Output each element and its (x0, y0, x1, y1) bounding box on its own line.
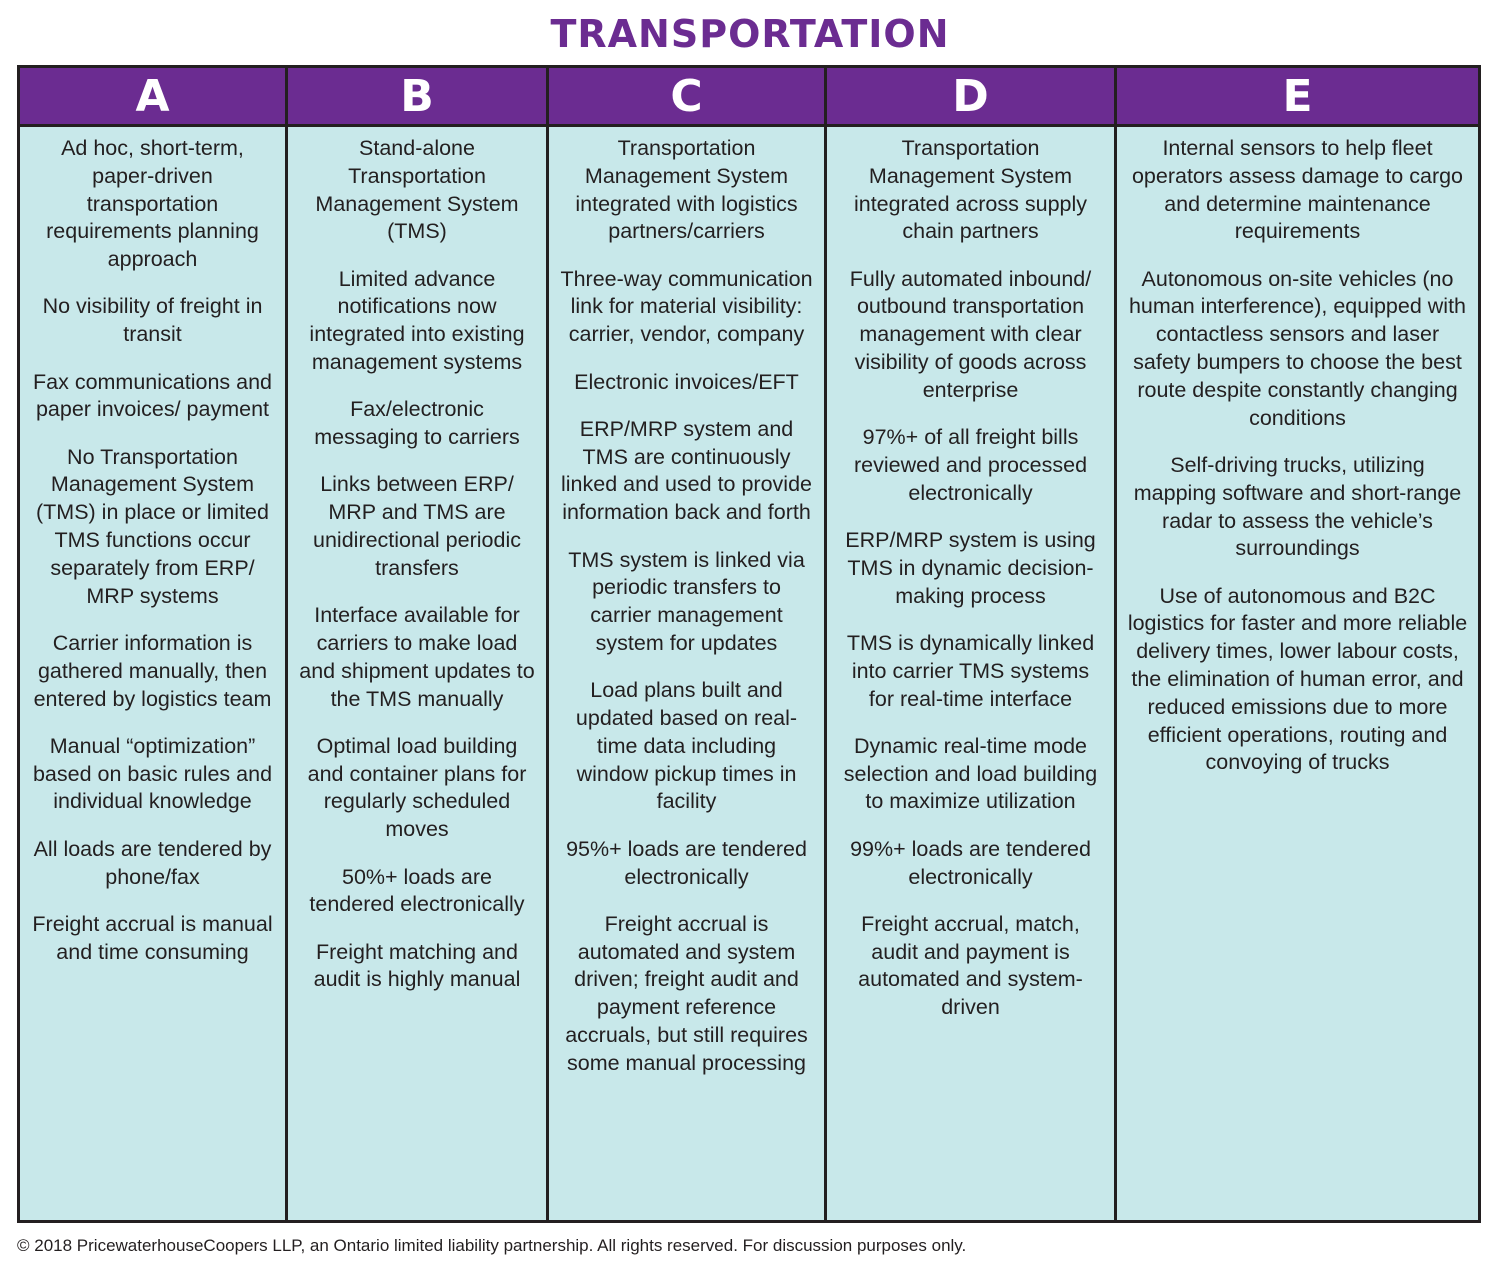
list-item: Fully automated inbound/ outbound transportation management with clear visibility of goods across enterprise (849, 266, 1092, 402)
list-item: Dynamic real-time mode selection and load building to maximize utilization (843, 733, 1098, 814)
list-item: Ad hoc, short-term, paper-driven transportation requirements planning approach (46, 136, 259, 272)
list-item: 95%+ loads are tendered electronically (566, 836, 807, 889)
list-item: Load plans built and updated based on real-time data including window pickup times in facility (575, 678, 798, 814)
column-header-b: B (288, 68, 546, 127)
column-c (546, 68, 824, 1220)
column-body-b (288, 127, 546, 1220)
list-item: No Transportation Management System (TMS) in place or limited TMS functions occur separately from ERP/ MRP systems (36, 444, 269, 608)
list-item: ERP/MRP system is using TMS in dynamic decision-making process (845, 528, 1096, 608)
list-item: Electronic invoices/EFT (574, 369, 799, 394)
list-item: All loads are tendered by phone/fax (33, 836, 272, 889)
list-item: Optimal load building and container plans for regularly scheduled moves (307, 733, 527, 842)
list-item: Fax/electronic messaging to carriers (314, 397, 520, 450)
list-item: Links between ERP/ MRP and TMS are unidirectional periodic transfers (313, 472, 521, 580)
list-item: Stand-alone Transportation Management System (TMS) (315, 136, 519, 244)
list-item: Transportation Management System integrated across supply chain partners (853, 136, 1088, 244)
list-item: Limited advance notifications now integrated into existing management systems (309, 266, 525, 375)
list-item: Manual “optimization” based on basic rules and individual knowledge (32, 733, 273, 814)
list-item: Carrier information is gathered manually, then entered by logistics team (33, 630, 272, 711)
column-d (824, 68, 1114, 1220)
list-item: No visibility of freight in transit (42, 294, 263, 347)
list-item: Internal sensors to help fleet operators assess damage to cargo and determine maintenance requirements (1131, 136, 1464, 244)
column-body-a (20, 127, 285, 1220)
column-body-d (827, 127, 1114, 1220)
list-item: 99%+ loads are tendered electronically (850, 836, 1091, 889)
list-item: Freight accrual, match, audit and payment is automated and system-driven (858, 911, 1083, 1020)
list-item: Use of autonomous and B2C logistics for faster and more reliable delivery times, lower labour costs, the elimination of human error, and reduced emissions due to more efficient operations, routing and convoying of trucks (1127, 583, 1468, 775)
column-body-e (1117, 127, 1478, 1220)
column-header-e: E (1117, 68, 1478, 127)
column-a (20, 68, 285, 1220)
maturity-table (17, 65, 1481, 1223)
column-body-c (549, 127, 824, 1220)
list-item: Autonomous on-site vehicles (no human interference), equipped with contactless sensors and laser safety bumpers to choose the best route despite constantly changing conditions (1128, 266, 1467, 430)
list-item: Fax communications and paper invoices/ payment (33, 369, 272, 422)
page-title: TRANSPORTATION (550, 12, 950, 56)
column-b (285, 68, 546, 1220)
column-header-d: D (827, 68, 1114, 127)
list-item: 97%+ of all freight bills reviewed and processed electronically (853, 425, 1088, 505)
list-item: Three-way communication link for material visibility: carrier, vendor, company (560, 266, 813, 347)
list-item: Freight accrual is manual and time consuming (32, 911, 273, 964)
list-item: Freight matching and audit is highly manual (313, 939, 521, 992)
list-item: 50%+ loads are tendered electronically (309, 864, 525, 917)
copyright-footer: © 2018 PricewaterhouseCoopers LLP, an Ontario limited liability partnership. All rights reserved. For discussion purposes only. (17, 1236, 967, 1255)
list-item: TMS is dynamically linked into carrier TMS systems for real-time interface (846, 630, 1095, 711)
column-e (1114, 68, 1478, 1220)
column-header-c: C (549, 68, 824, 127)
list-item: Freight accrual is automated and system driven; freight audit and payment reference accruals, but still requires some manual processing (565, 911, 808, 1075)
list-item: Transportation Management System integrated with logistics partners/carriers (575, 136, 798, 244)
list-item: ERP/MRP system and TMS are continuously linked and used to provide information back and forth (560, 416, 812, 525)
column-header-a: A (20, 68, 285, 127)
list-item: Self-driving trucks, utilizing mapping software and short-range radar to assess the vehicle’s surroundings (1133, 452, 1462, 561)
list-item: TMS system is linked via periodic transfers to carrier management system for updates (568, 547, 805, 655)
list-item: Interface available for carriers to make load and shipment updates to the TMS manually (299, 603, 535, 711)
